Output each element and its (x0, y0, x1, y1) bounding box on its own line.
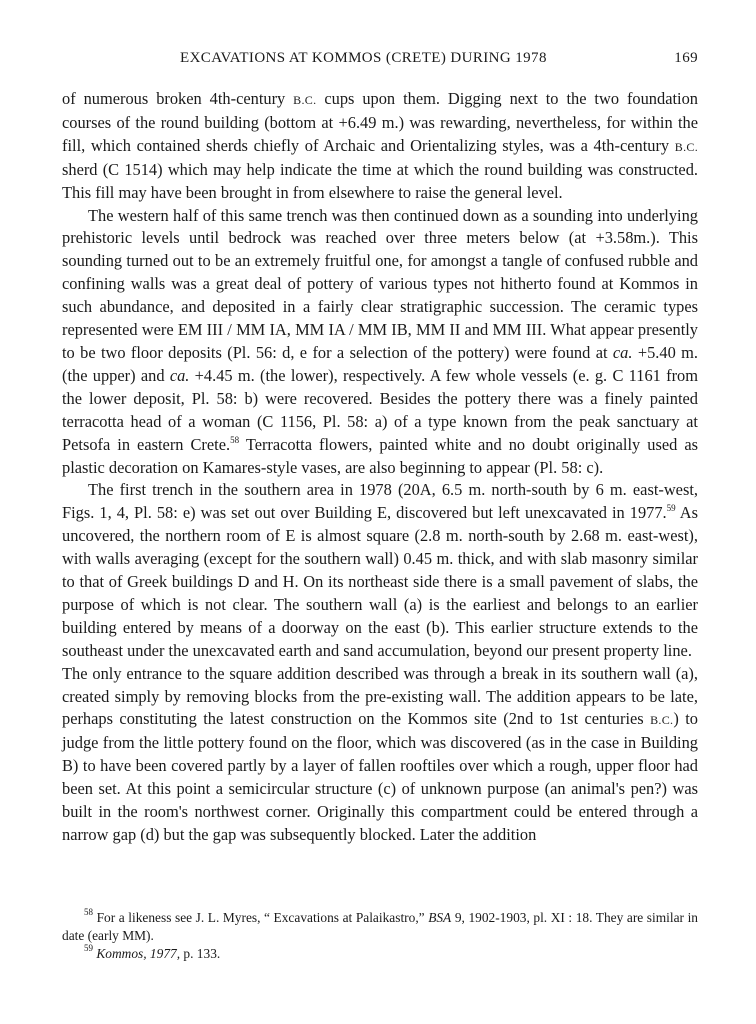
text-run: of numerous broken 4th-century (62, 89, 294, 108)
italic-text: ca. (612, 342, 633, 362)
running-title: EXCAVATIONS AT KOMMOS (CRETE) DURING 1978 (180, 50, 547, 66)
text-run: +5.40 m. (the upper) and (62, 342, 698, 385)
footnote-ref: 59 (84, 943, 93, 953)
text-run: The western half of this same trench was then continued down as a sounding into underlying prehistoric levels until bedrock was reached over three meters below (at +3.58m.). This sounding turned out to be an extremely fruitful one, for amongst a tangle of confused rubble and confining walls was a great deal of pottery of various types not hitherto found at Kommos in such abundance, and deposited in a fairly clear stratigraphic succession. The ceramic types represented were EM III / MM IA, MM IA / MM IB, MM II and MM III. What appear presently to be two floor deposits (Pl. 56: d, e for a selection of the pottery) were found at (62, 205, 698, 362)
main-text (62, 88, 698, 847)
era-abbreviation: B.C. (650, 713, 674, 728)
italic-text: ca. (169, 365, 190, 385)
page-number: 169 (674, 50, 698, 66)
text-run: cups upon them. Digging next to the two foundation courses of the round building (bottom at +6.49 m.) was rewarding, nevertheless, for within the fill, which contained sherds chiefly of Archaic and Orientalizing styles, was a 4th-century (62, 89, 698, 155)
italic-text: BSA (428, 910, 452, 925)
running-header (62, 50, 698, 74)
footnote-ref: 58 (84, 907, 93, 917)
paragraph-square-addition (62, 663, 698, 847)
text-run: The only entrance to the square addition described was through a break in its southern wall (a), created simply by removing blocks from the pre-existing wall. The addition appears to be late, perhaps constituting the latest construction on the Kommos site (2nd to 1st centuries (62, 663, 698, 729)
footnote-59 (62, 945, 698, 963)
text-run: +4.45 m. (the lower), respectively. A few whole vessels (e. g. C 1161 from the lower deposit, Pl. 58: b) were recovered. Besides the pottery there was a finely painted terracotta head of a woman (C 1156, Pl. 58: a) of a type known from the peak sanctuary at Petsofa in eastern Crete. (62, 365, 698, 454)
text-run: As uncovered, the northern room of E is almost square (2.8 m. north-south by 2.68 m. east-west), with walls averaging (except for the southern wall) 0.45 m. thick, and with slab masonry similar to that of Greek buildings D and H. On its northeast side there is a small pavement of slabs, the purpose of which is not clear. The southern wall (a) is the earliest and belongs to an earlier building entered by means of a doorway on the east (b). This earlier structure extends to the southeast under the unexcavated earth and sand accumulation, beyond our present property line. (62, 503, 698, 660)
text-run: ) to judge from the little pottery found on the floor, which was discovered (as in the case in Building B) to have been covered partly by a layer of fallen rooftiles over which a rough, upper floor had been set. At this point a semicircular structure (c) of unknown purpose (an animal's pen?) was built in the room's northwest corner. Originally this compartment could be entered through a narrow gap (d) but the gap was subsequently blocked. Later the addition (62, 709, 698, 844)
paragraph-continued (62, 88, 698, 205)
era-abbreviation: B.C. (674, 139, 698, 154)
text-run: sherd (C 1514) which may help indicate the time at which the round building was constructed. This fill may have been brought in from elsewhere to raise the general level. (62, 159, 698, 202)
footnote-58 (62, 909, 698, 945)
footnote-ref: 58 (230, 434, 240, 445)
text-run: p. 133. (180, 946, 221, 961)
text-run: 9, 1902-1903, pl. XI : 18. They are similar in date (early MM). (62, 910, 698, 943)
era-abbreviation: B.C. (293, 93, 317, 107)
footnote-ref: 59 (666, 503, 676, 514)
footnotes (62, 909, 698, 963)
text-run: For a likeness see J. L. Myres, “ Excavations at Palaikastro,” (93, 910, 429, 925)
text-run: Terracotta flowers, painted white and no doubt originally used as plastic decoration on Kamares-style vases, are also beginning to appear (Pl. 58: c). (62, 434, 698, 477)
italic-text: Kommos, 1977, (96, 946, 181, 961)
text-run: The first trench in the southern area in 1978 (20A, 6.5 m. north-south by 6 m. east-west, Figs. 1, 4, Pl. 58: e) was set out over Building E, discovered but left unexcavated in 1977. (62, 480, 698, 523)
paragraph-sounding (62, 205, 698, 480)
paragraph-building-e (62, 479, 698, 662)
